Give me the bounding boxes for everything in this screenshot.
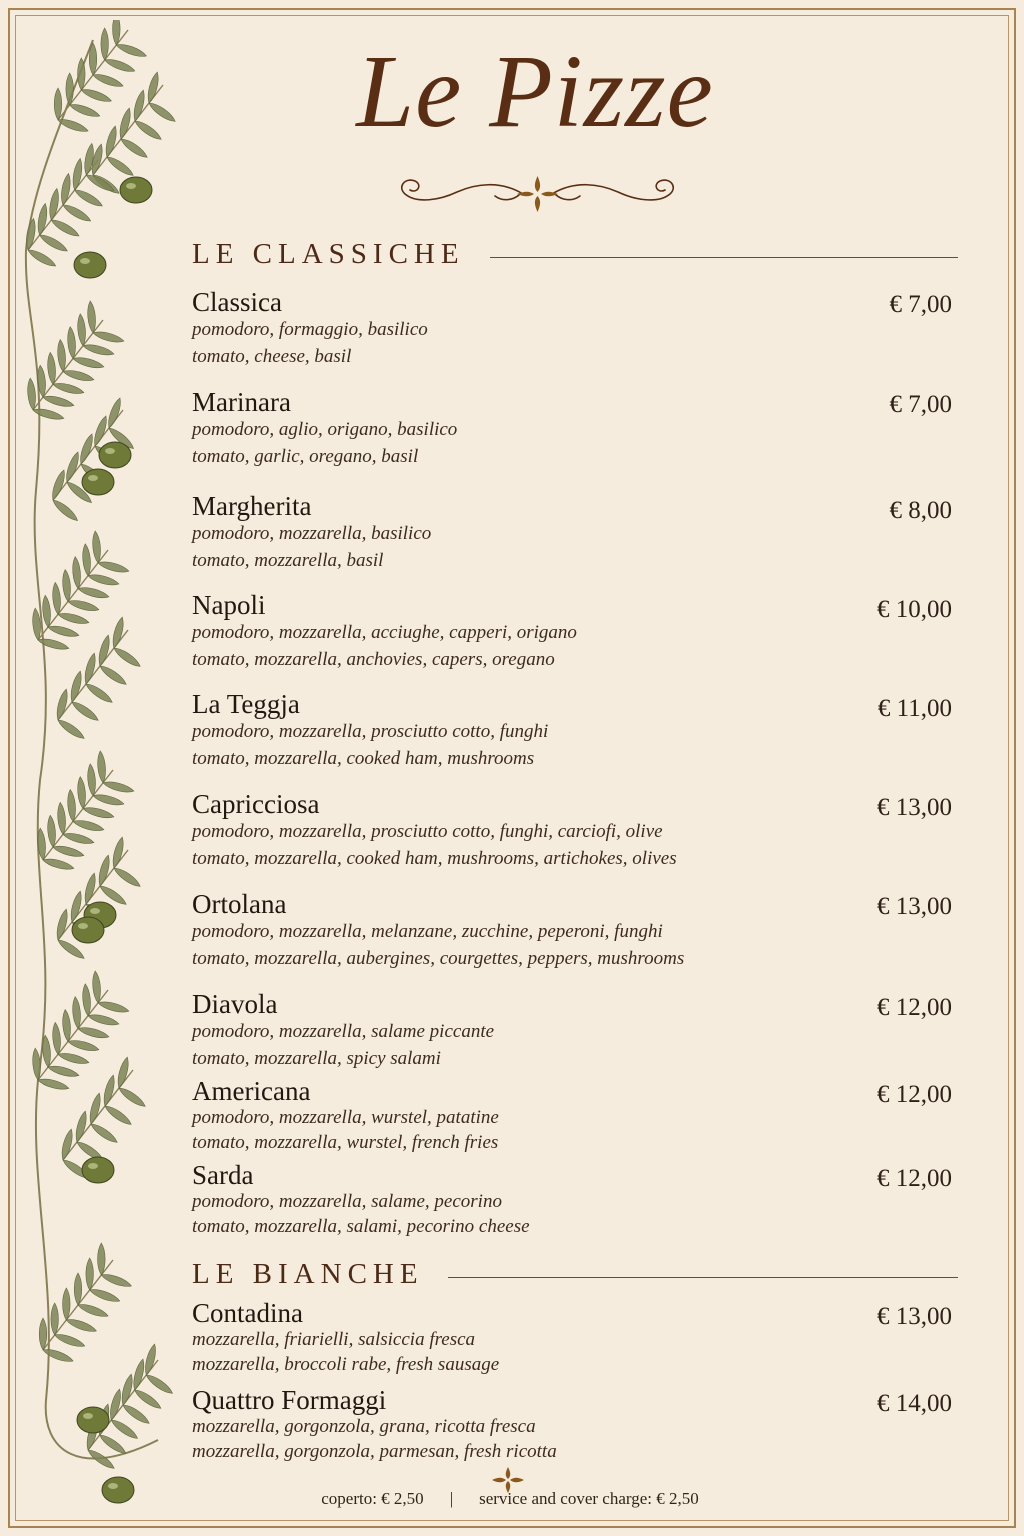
scroll-flourish-icon <box>395 172 680 216</box>
pizza-description-en: tomato, cheese, basil <box>192 345 352 367</box>
pizza-description-en: mozzarella, broccoli rabe, fresh sausage <box>192 1353 500 1375</box>
pizza-description-en: tomato, mozzarella, spicy salami <box>192 1047 441 1069</box>
pizza-description-en: tomato, garlic, oregano, basil <box>192 445 419 467</box>
menu-item <box>192 491 952 574</box>
pizza-name: Sarda <box>192 1160 254 1190</box>
menu-item <box>192 1298 952 1378</box>
section-title: LE BIANCHE <box>192 1258 424 1290</box>
menu-item <box>192 287 952 370</box>
pizza-price: € 13,00 <box>877 794 952 821</box>
menu-item <box>192 789 952 872</box>
pizza-name: Quattro Formaggi <box>192 1385 387 1415</box>
cover-charge-note <box>250 1489 770 1509</box>
menu-item <box>192 1076 952 1156</box>
pizza-description-it: pomodoro, mozzarella, acciughe, capperi, origano <box>192 622 577 644</box>
menu-item <box>192 989 952 1072</box>
menu-item <box>192 889 952 972</box>
pizza-description-it: pomodoro, aglio, origano, basilico <box>192 419 458 441</box>
pizza-price: € 12,00 <box>877 1081 952 1108</box>
pizza-name: Diavola <box>192 989 278 1019</box>
pizza-description-en: mozzarella, gorgonzola, parmesan, fresh ricotta <box>192 1440 557 1462</box>
page-title: Le Pizze <box>356 34 714 149</box>
pizza-description-it: pomodoro, mozzarella, prosciutto cotto, funghi, carciofi, olive <box>192 821 663 843</box>
menu-item <box>192 689 952 772</box>
pizza-description-it: pomodoro, mozzarella, salame piccante <box>192 1021 495 1043</box>
pizza-description-en: tomato, mozzarella, cooked ham, mushrooms, artichokes, olives <box>192 847 677 869</box>
pizza-description-en: tomato, mozzarella, anchovies, capers, oregano <box>192 648 555 670</box>
olive-branch-illustration <box>18 20 208 1520</box>
menu-item <box>192 1160 952 1240</box>
pizza-name: Ortolana <box>192 889 287 919</box>
section-le-bianche <box>192 1258 958 1298</box>
pizza-description-it: pomodoro, formaggio, basilico <box>192 319 428 341</box>
pizza-description-en: tomato, mozzarella, wurstel, french fries <box>192 1131 499 1153</box>
pizza-name: Classica <box>192 287 282 317</box>
pizza-price: € 7,00 <box>889 391 952 418</box>
pizza-name: Napoli <box>192 590 266 620</box>
pizza-price: € 7,00 <box>889 291 952 318</box>
pizza-description-en: tomato, mozzarella, basil <box>192 549 384 571</box>
pizza-price: € 14,00 <box>877 1390 952 1417</box>
cover-charge-en: service and cover charge: € 2,50 <box>479 1489 699 1508</box>
footer-separator: | <box>449 1489 454 1508</box>
pizza-description-en: tomato, mozzarella, cooked ham, mushrooms <box>192 747 535 769</box>
pizza-description-en: tomato, mozzarella, aubergines, courgettes, peppers, mushrooms <box>192 947 685 969</box>
menu-item <box>192 1385 952 1465</box>
pizza-price: € 13,00 <box>877 893 952 920</box>
menu-item <box>192 590 952 673</box>
pizza-description-en: tomato, mozzarella, salami, pecorino cheese <box>192 1215 530 1237</box>
pizza-price: € 10,00 <box>877 596 952 623</box>
section-divider <box>490 257 958 258</box>
cover-charge-it: coperto: € 2,50 <box>321 1489 424 1508</box>
pizza-price: € 12,00 <box>877 1165 952 1192</box>
pizza-price: € 11,00 <box>877 695 952 722</box>
pizza-name: La Teggja <box>192 689 300 719</box>
pizza-price: € 8,00 <box>889 497 952 524</box>
pizza-name: Americana <box>192 1076 311 1106</box>
pizza-name: Contadina <box>192 1298 303 1328</box>
pizza-name: Capricciosa <box>192 789 320 819</box>
section-le-classiche <box>192 238 958 278</box>
section-divider <box>448 1277 958 1278</box>
menu-item <box>192 387 952 470</box>
pizza-price: € 12,00 <box>877 994 952 1021</box>
pizza-price: € 13,00 <box>877 1303 952 1330</box>
pizza-description-it: pomodoro, mozzarella, basilico <box>192 523 432 545</box>
pizza-description-it: pomodoro, mozzarella, wurstel, patatine <box>192 1107 499 1129</box>
section-title: LE CLASSICHE <box>192 238 465 270</box>
pizza-name: Marinara <box>192 387 291 417</box>
pizza-description-it: pomodoro, mozzarella, salame, pecorino <box>192 1191 502 1213</box>
pizza-description-it: pomodoro, mozzarella, prosciutto cotto, funghi <box>192 721 549 743</box>
pizza-description-it: pomodoro, mozzarella, melanzane, zucchine, peperoni, funghi <box>192 921 663 943</box>
pizza-description-it: mozzarella, friarielli, salsiccia fresca <box>192 1329 476 1351</box>
pizza-description-it: mozzarella, gorgonzola, grana, ricotta fresca <box>192 1416 536 1438</box>
pizza-name: Margherita <box>192 491 312 521</box>
